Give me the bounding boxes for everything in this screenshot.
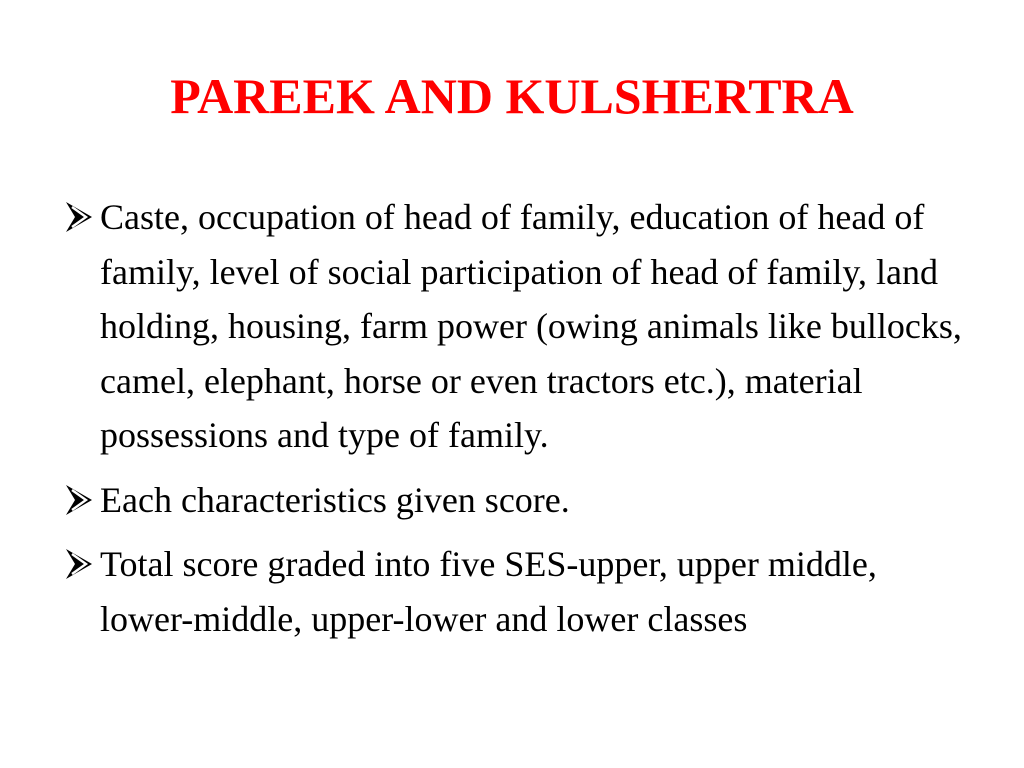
slide-title: PAREEK AND KULSHERTRA xyxy=(170,68,854,124)
arrowhead-bullet-icon xyxy=(64,482,94,518)
bullet-text: Total score graded into five SES-upper, upper middle, lower-middle, upper-lower and lower classes xyxy=(100,544,877,639)
bullet-text: Caste, occupation of head of family, education of head of family, level of social participation of head of family, land holding, housing, farm power (owing animals like bullocks, camel, elephant, horse or even tractors etc.), material possessions and type of family. xyxy=(100,197,962,455)
bullet-item xyxy=(64,537,964,646)
bullet-list xyxy=(64,190,964,656)
arrowhead-bullet-icon xyxy=(64,546,94,582)
bullet-item xyxy=(64,190,964,463)
bullet-item xyxy=(64,473,964,528)
bullet-text: Each characteristics given score. xyxy=(100,479,570,520)
arrowhead-bullet-icon xyxy=(64,199,94,235)
